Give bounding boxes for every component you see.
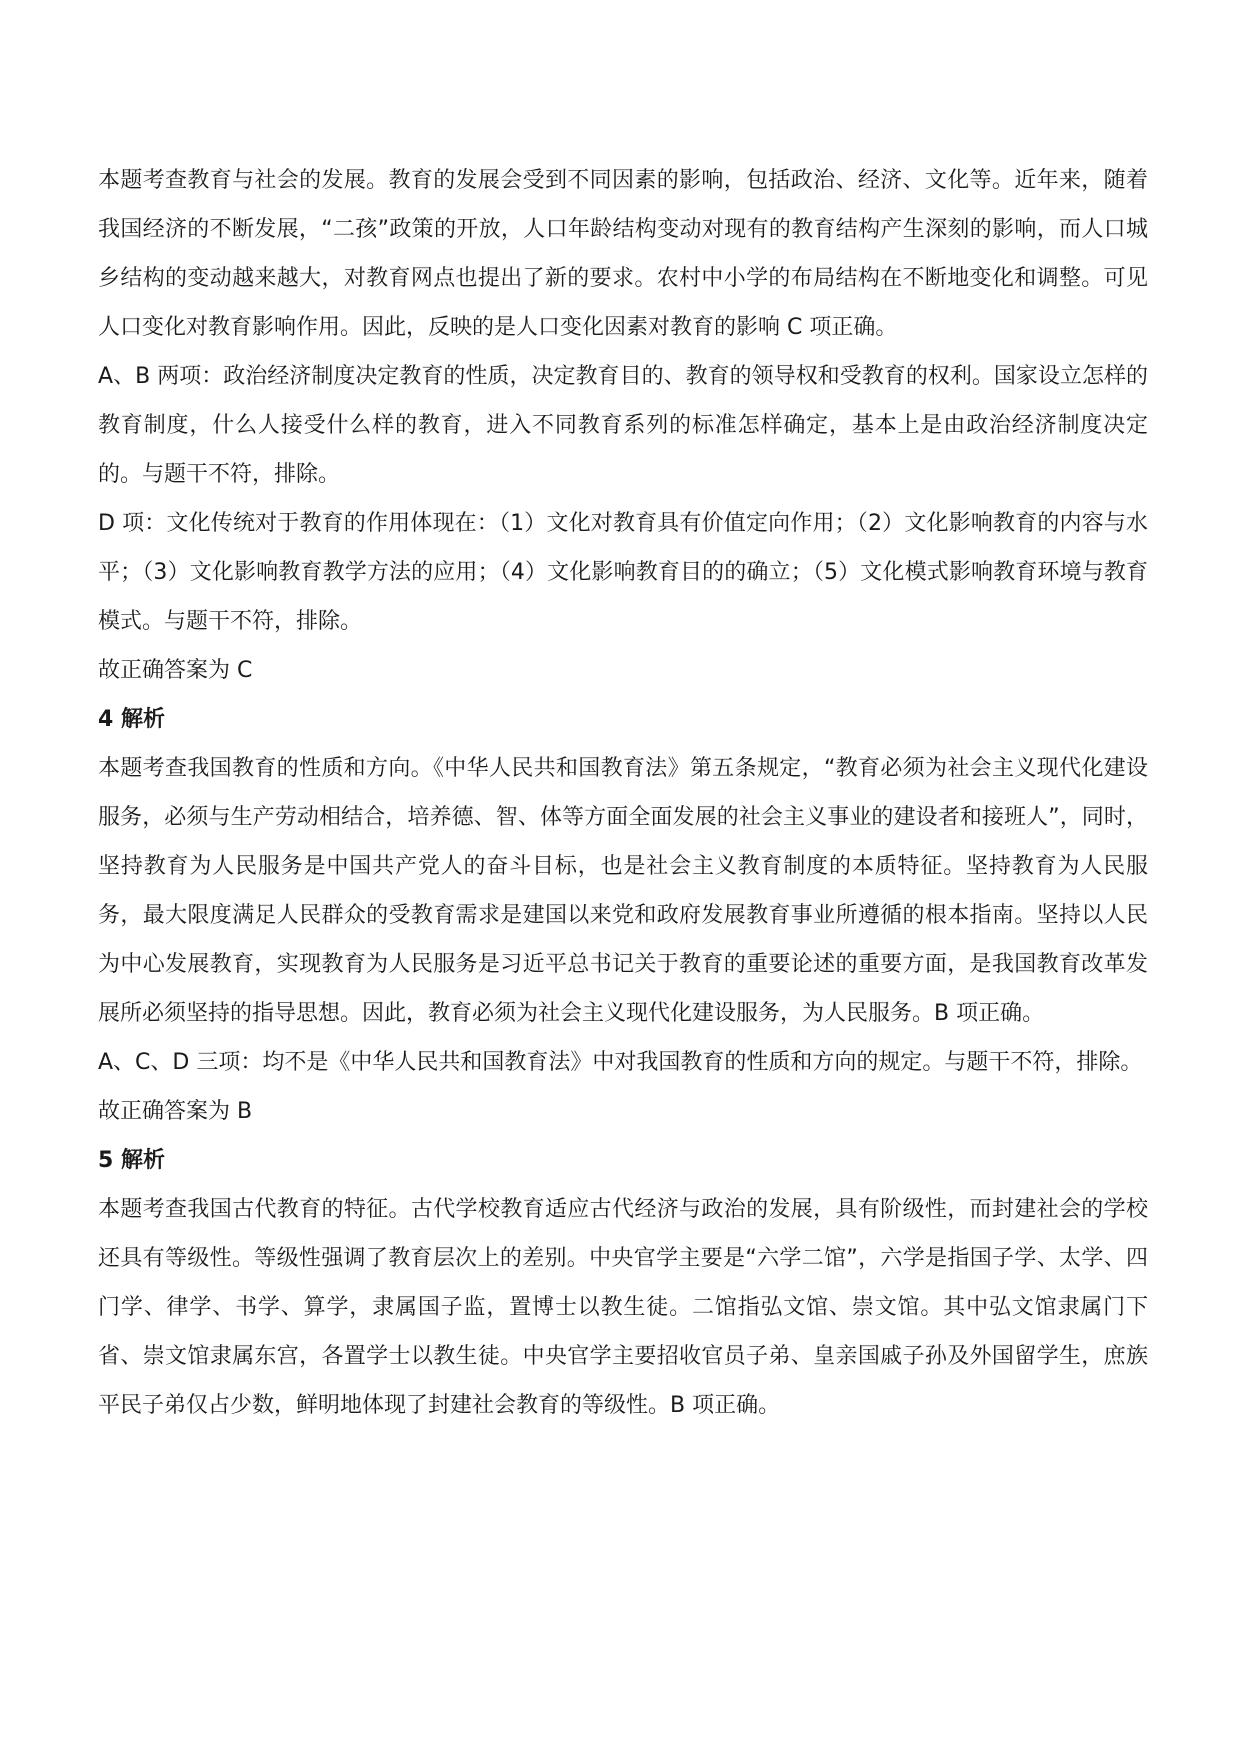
paragraph: 本题考查我国古代教育的特征。古代学校教育适应古代经济与政治的发展，具有阶级性，而封建社会的学校还具有等级性。等级性强调了教育层次上的差别。中央官学主要是“六学二馆”，六学是指国子学、太学、四门学、律学、书学、算学，隶属国子监，置博士以教生徒。二馆指弘文馆、崇文馆。其中弘文馆隶属门下省、崇文馆隶属东宫，各置学士以教生徒。中央官学主要招收官员子弟、皇亲国戚子孙及外国留学生，庶族平民子弟仅占少数，鲜明地体现了封建社会教育的等级性。B 项正确。 — [98, 1197, 1148, 1418]
document-page — [98, 156, 1148, 1430]
section-heading: 5 解析 — [98, 1148, 165, 1173]
paragraph: A、B 两项：政治经济制度决定教育的性质，决定教育目的、教育的领导权和受教育的权利。国家设立怎样的教育制度，什么人接受什么样的教育，进入不同教育系列的标准怎样确定，基本上是由政治经济制度决定的。与题干不符，排除。 — [98, 364, 1148, 487]
section-4 — [98, 695, 1148, 1136]
paragraph: 本题考查教育与社会的发展。教育的发展会受到不同因素的影响，包括政治、经济、文化等。近年来，随着我国经济的不断发展，“二孩”政策的开放，人口年龄结构变动对现有的教育结构产生深刻的影响，而人口城乡结构的变动越来越大，对教育网点也提出了新的要求。农村中小学的布局结构在不断地变化和调整。可见人口变化对教育影响作用。因此，反映的是人口变化因素对教育的影响 C 项正确。 — [98, 168, 1148, 340]
section-5 — [98, 1136, 1148, 1430]
paragraph: 本题考查我国教育的性质和方向。《中华人民共和国教育法》第五条规定，“教育必须为社会主义现代化建设服务，必须与生产劳动相结合，培养德、智、体等方面全面发展的社会主义事业的建设者和接班人”，同时，坚持教育为人民服务是中国共产党人的奋斗目标，也是社会主义教育制度的本质特征。坚持教育为人民服务，最大限度满足人民群众的受教育需求是建国以来党和政府发展教育事业所遵循的根本指南。坚持以人民为中心发展教育，实现教育为人民服务是习近平总书记关于教育的重要论述的重要方面，是我国教育改革发展所必须坚持的指导思想。因此，教育必须为社会主义现代化建设服务，为人民服务。B 项正确。 — [98, 756, 1148, 1026]
paragraph: A、C、D 三项：均不是《中华人民共和国教育法》中对我国教育的性质和方向的规定。与题干不符，排除。 — [98, 1050, 1143, 1075]
answer-line: 故正确答案为 C — [98, 658, 253, 683]
section-heading: 4 解析 — [98, 707, 165, 732]
section-3-continued — [98, 156, 1148, 695]
paragraph: D 项：文化传统对于教育的作用体现在：（1）文化对教育具有价值定向作用；（2）文化影响教育的内容与水平；（3）文化影响教育教学方法的应用；（4）文化影响教育目的的确立；（5）文化模式影响教育环境与教育模式。与题干不符，排除。 — [98, 511, 1148, 634]
answer-line: 故正确答案为 B — [98, 1099, 253, 1124]
